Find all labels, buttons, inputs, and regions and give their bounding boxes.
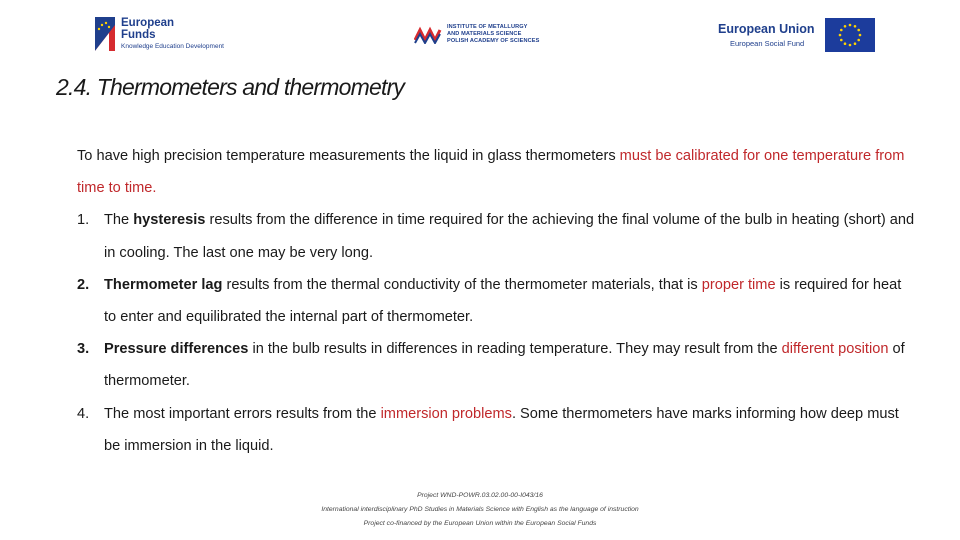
eu-flag-icon	[825, 18, 875, 52]
intro-highlight: must be calibrated for one temperature from time to time.	[77, 148, 905, 197]
european-funds-name: European Funds	[121, 17, 175, 41]
item-text: in the bulb results in differences in reading temperature. They may result from the	[248, 341, 782, 358]
list-number: 1.	[77, 212, 90, 229]
list-item-pressure	[77, 333, 917, 397]
item-highlight: different position	[781, 341, 889, 358]
institute-line-2: AND MATERIALS SCIENCE	[447, 30, 522, 37]
item-text: . Some thermometers have marks informing how deep must be immersion in the liquid.	[104, 405, 899, 454]
item-bold: Thermometer lag	[104, 276, 223, 293]
item-highlight: immersion problems	[380, 405, 512, 422]
list-number: 3.	[77, 341, 90, 358]
item-text: of thermometer.	[104, 341, 905, 390]
list-number: 4.	[77, 405, 90, 422]
european-funds-mark-icon	[95, 17, 115, 51]
intro-text: To have high precision temperature measurements the liquid in glass thermometers	[77, 148, 620, 164]
error-list	[77, 204, 917, 462]
footer	[0, 489, 960, 531]
slide-content	[77, 140, 917, 462]
footer-project-number: Project WND-POWR.03.02.00-00-I043/16	[417, 492, 543, 499]
intro-paragraph	[77, 140, 917, 204]
european-funds-logo	[95, 17, 224, 55]
list-number: 2.	[77, 276, 90, 293]
institute-line-3: POLISH ACADEMY OF SCIENCES	[447, 37, 540, 44]
item-bold: Pressure differences	[104, 341, 249, 358]
list-item-thermometer-lag	[77, 269, 917, 333]
footer-cofinancing: Project co-financed by the European Union within the European Social Funds	[363, 520, 597, 527]
footer-program: International interdisciplinary PhD Studies in Materials Science with English as the language of instruction	[321, 506, 639, 513]
logo-bar	[0, 12, 960, 56]
item-highlight: proper time	[701, 276, 776, 293]
eu-logo	[718, 18, 875, 52]
eu-subtitle: European Social Fund	[730, 39, 805, 48]
item-text: The most important errors results from the	[104, 405, 381, 422]
list-item-immersion	[77, 398, 917, 462]
item-text: results from the thermal conductivity of the thermometer materials, that is	[222, 276, 702, 293]
institute-mark-icon	[414, 24, 442, 44]
item-text: is required for heat to enter and equilibrated the internal part of thermometer.	[104, 276, 902, 326]
item-bold: hysteresis	[133, 212, 206, 229]
institute-logo	[414, 24, 539, 44]
item-text: The	[104, 212, 134, 229]
slide-title: 2.4. Thermometers and thermometry	[56, 74, 405, 100]
item-text: results from the difference in time required for the achieving the final volume of the bulb in heating (short) and in cooling. The last one may be very long.	[104, 212, 915, 261]
eu-name: European Union	[718, 22, 815, 36]
institute-line-1: INSTITUTE OF METALLURGY	[447, 24, 528, 30]
european-funds-subtitle: Knowledge Education Development	[121, 43, 224, 50]
list-item-hysteresis	[77, 204, 917, 268]
